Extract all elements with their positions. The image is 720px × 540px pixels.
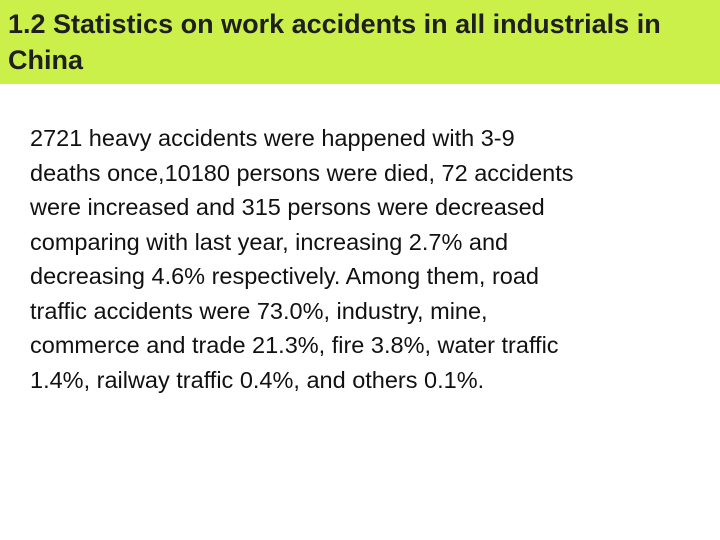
title-bar	[0, 0, 720, 84]
slide-body-text: 2721 heavy accidents were happened with 3-9 deaths once,10180 persons were died, 72 accidents were increased and 315 persons were decreased comparing with last year, increasing 2.7% and decreasing 4.6% respectively. Among them, road traffic accidents were 73.0%, industry, mine, commerce and trade 21.3%, fire 3.8%, water traffic 1.4%, railway traffic 0.4%, and others 0.1%.	[30, 125, 574, 393]
slide-title: 1.2 Statistics on work accidents in all industrials in China	[8, 9, 661, 75]
